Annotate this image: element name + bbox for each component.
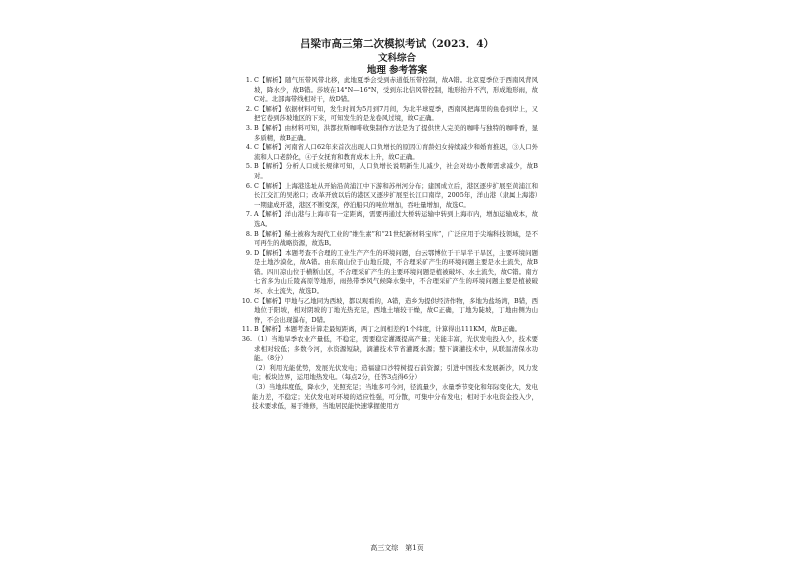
answer-number: 5. xyxy=(245,162,252,171)
answer-number: 6. xyxy=(245,181,252,190)
answer-subpart: （3）当地纬度低，降水少，光照充足；当地多可今河，径流量少，水量季节变化和年际变化大，发电能力差，不稳定；光伏发电对环境的适应性强，可分散，可集中分布发电；相对于水电资金投入少，技术要求低，易于维修，当地居民能快速掌握使用方 xyxy=(252,383,538,411)
answer-subpart: （2）利用光能优势，发展光伏发电；造福建口沙特树提石前资源；引进中国技术发展新沙，风力发电；板块边界，运用地热发电。（每点2分，任答3点得6分） xyxy=(252,363,538,382)
answer-text: B【解析】分析人口成长规律可知，人口负增长说明新生儿减少，社会对幼小教师需求减少，故B对。 xyxy=(254,162,538,180)
answer-number: 2. xyxy=(245,104,252,113)
answer-number: 11. xyxy=(241,325,252,334)
answer-item xyxy=(238,76,538,105)
answer-number: 10. xyxy=(241,296,252,305)
answer-number: 36. xyxy=(241,335,252,344)
answer-text: （1）当地旱季农业产量低，不稳定，需要稳定灌溉提高产量；光能丰富，光伏发电投入少，技术要求相对较低；多数今河，水资源短缺，滴灌技术节省灌溉水源；整下滴灌技术中，从联温清保水功能。（8分） xyxy=(254,335,538,363)
answer-key-title: 地理 参考答案 xyxy=(366,65,428,76)
answer-number: 4. xyxy=(245,143,252,152)
answer-item xyxy=(238,325,538,335)
answer-number: 8. xyxy=(245,229,252,238)
answer-text: C【解析】上海港选址从开始沿黄浦江中下游和苏州河分布；建国成立后，港区逐步扩展至黄浦江和长江交汇的吴淞口；改革开放以后的港区又逐步扩展至长江口南岸，2005年，洋山港（隶属上海港）一期建成开港，港区不断变深，停泊船只的吨位增加，吞吐量增加，故选C。 xyxy=(254,181,538,209)
answer-text: C【解析】随气压带风带北移，此地夏季会受到赤道低压带控制，故A错。北京夏季位于西南风背风坡，降水少，故B错。莎坡在14°N—16°N，受到东北信风带控制，地形抬升不汽，形成地形雨，故C对。北部海带线相对干，故D错。 xyxy=(254,76,538,104)
exam-title: 吕梁市高三第二次模拟考试（2023．4） xyxy=(299,38,495,50)
answer-text: B【解析】由材料可知，洪都拉斯咖啡收集制作方法是为了提供世人完美的咖啡与独特的咖啡香，显多质精，故B正确。 xyxy=(254,123,538,142)
answer-item xyxy=(238,210,538,229)
answer-number: 7. xyxy=(245,210,252,219)
answer-item xyxy=(238,230,538,249)
answer-text: C【解析】依据材料可知，发生时间为5月到7月间，为北半球夏季，西南风把海里的鱼卷到岸上，又把它卷到莎坡地区的下来，可知发生的是龙卷风过境，故C正确。 xyxy=(254,104,538,123)
answer-text: B【解析】本题考查计算走最短距离，两丁之间相差约1个纬度，计算得出111KM，故B正确。 xyxy=(254,325,522,334)
answer-text: B【解析】稀土被称为现代工业的“维生素”和“21世纪新材料宝库”，广泛应用于尖端科技领域，是不可再生的战略资源，故选B。 xyxy=(254,229,538,248)
answer-item xyxy=(238,335,538,364)
answer-number: 3. xyxy=(245,123,252,132)
answer-number: 1. xyxy=(245,76,252,84)
answer-text: A【解析】洋山港与上海市有一定距离，需要再通过大桥转运输中转到上海市内，增加运输成本，故选A。 xyxy=(254,210,538,228)
answer-item xyxy=(238,182,538,211)
answer-item xyxy=(238,162,538,181)
answer-text: D【解析】本题考查不合理的工业生产产生的环境问题，白云鄂博位于干旱半干旱区，主要环境问题是土地沙漠化，故A错。由东南山位于山地丘陵，不合理采矿产生的环境问题主要是水土流失，故B错。四川凉山位于横断山区，不合理采矿产生的主要环境问题是植被破坏、水土流失，故C错。南方七省多为山丘陵高原等地形，雨热带季风气候降水集中，不合理采矿产生的环境问题主要是植被破坏、水土流失，故选D。 xyxy=(254,248,538,296)
subject-title: 文科综合 xyxy=(377,53,416,64)
answer-item xyxy=(238,143,538,162)
answer-item xyxy=(238,124,538,143)
answer-text: C【解析】甲地与乙地同为西坡，都以观看的，A错，造乡为提供经济作物，多地为盐场湾，B错，西地位于阳坡，相对阴坡的丁地光热充足，西地土壤较干燥，故C正确，丁地为陡坡，丁地由侧为山脊，不会出现瀑布，D错。 xyxy=(254,296,538,324)
answer-list xyxy=(238,76,538,412)
answer-text: C【解析】河南省人口62年来首次出现人口负增长的原因①育龄妇女持续减少和婚育推迟，③人口外流和人口老龄化，④子女抚育和教育成本上升，故C正确。 xyxy=(254,143,538,161)
page-footer: 高三文综 第1页 xyxy=(370,544,424,552)
answer-item xyxy=(238,297,538,326)
answer-item xyxy=(238,105,538,124)
answer-item xyxy=(238,249,538,297)
answer-number: 9. xyxy=(245,248,252,257)
